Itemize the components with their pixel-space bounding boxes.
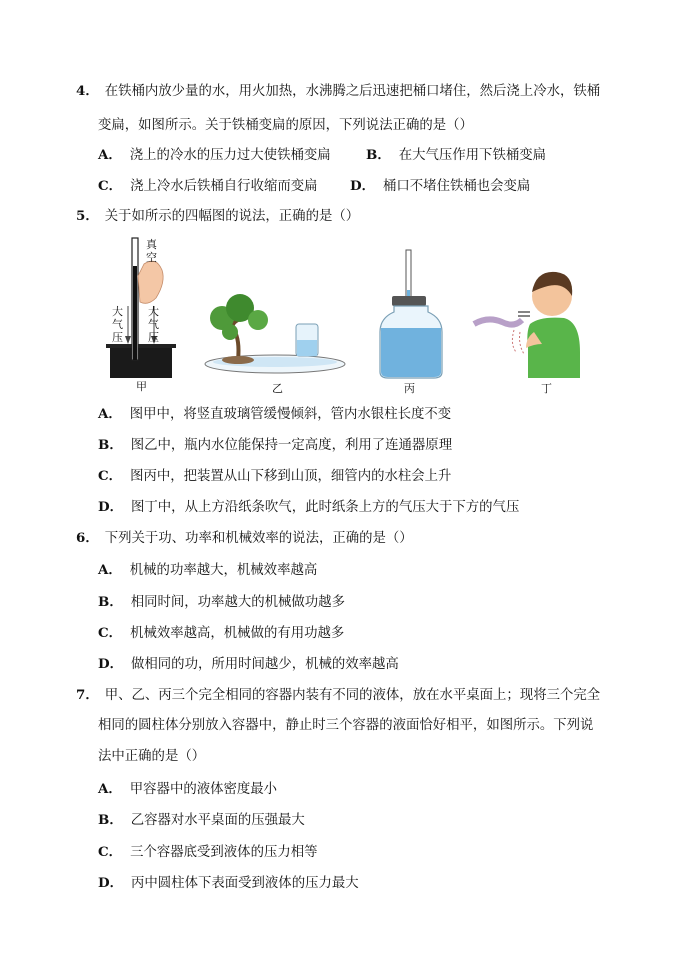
mercury-column xyxy=(133,266,137,360)
q4-stem-line2: 变扁，如图所示。关于铁桶变扁的原因，下列说法正确的是（） xyxy=(98,118,473,133)
paper-strip xyxy=(474,319,522,324)
q4-number: 4． xyxy=(76,83,99,99)
q5-option-b: B． 图乙中，瓶内水位能保持一定高度，利用了连通器原理 xyxy=(98,437,453,453)
q7-stem-line2: 相同的圆柱体分别放入容器中，静止时三个容器的液面恰好相平，如图所示。下列说 xyxy=(98,718,594,733)
q4-stem-line1: 4． 在铁桶内放少量的水，用火加热，水沸腾之后迅速把桶口堵住，然后浇上冷水，铁桶 xyxy=(76,83,601,99)
q5-option-a: A． 图甲中，将竖直玻璃管缓慢倾斜，管内水银柱长度不变 xyxy=(98,406,452,422)
label-vacuum: 真 空 xyxy=(146,238,157,264)
q6-option-d: D． 做相同的功，所用时间越少，机械的效率越高 xyxy=(98,656,399,672)
figure-bing-bottle xyxy=(376,246,446,382)
q7-stem-line1: 7． 甲、乙、丙三个完全相同的容器内装有不同的液体，放在水平桌面上；现将三个完全 xyxy=(76,687,601,703)
q5-stem: 5． 关于如所示的四幅图的说法，正确的是（） xyxy=(76,208,360,224)
hand-icon xyxy=(138,261,163,303)
caption-yi: 乙 xyxy=(272,382,283,395)
label-atm-right: 大 气 压 xyxy=(148,305,159,344)
figure-ding-boy xyxy=(468,252,584,380)
q7-option-a: A． 甲容器中的液体密度最小 xyxy=(98,781,278,797)
q7-option-d: D． 丙中圆柱体下表面受到液体的压力最大 xyxy=(98,875,359,891)
q4-option-a: A． 浇上的冷水的压力过大使铁桶变扁 xyxy=(98,147,331,163)
mercury-basin xyxy=(110,348,172,378)
q7-number: 7． xyxy=(76,687,99,703)
q4-option-b: B． 在大气压作用下铁桶变扁 xyxy=(366,147,547,163)
q6-number: 6． xyxy=(76,530,99,546)
q7-stem-line3: 法中正确的是（） xyxy=(98,749,206,764)
figure-yi-bonsai xyxy=(200,290,350,380)
boy-shirt xyxy=(527,318,580,378)
q4-option-d: D． 桶口不堵住铁桶也会变扁 xyxy=(350,178,531,194)
q7-option-b: B． 乙容器对水平桌面的压强最大 xyxy=(98,812,305,828)
q5-option-c: C． 图丙中，把装置从山下移到山顶，细管内的水柱会上升 xyxy=(98,468,452,484)
q6-stem: 6． 下列关于功、功率和机械效率的说法，正确的是（） xyxy=(76,530,413,546)
label-atm-left: 大 气 压 xyxy=(112,305,123,344)
q4-option-c: C． 浇上冷水后铁桶自行收缩而变扁 xyxy=(98,178,318,194)
q6-option-a: A． 机械的功率越大，机械效率越高 xyxy=(98,562,318,578)
bottle-stopper xyxy=(392,296,426,306)
q6-option-c: C． 机械效率越高，机械做的有用功越多 xyxy=(98,625,345,641)
q6-option-b: B． 相同时间，功率越大的机械做功越多 xyxy=(98,594,345,610)
caption-bing: 丙 xyxy=(404,382,415,395)
q5-option-d: D． 图丁中，从上方沿纸条吹气，此时纸条上方的气压大于下方的气压 xyxy=(98,499,520,515)
caption-ding: 丁 xyxy=(541,382,552,395)
q7-option-c: C． 三个容器底受到液体的压力相等 xyxy=(98,844,318,860)
caption-jia: 甲 xyxy=(136,380,147,393)
q5-number: 5． xyxy=(76,208,99,224)
